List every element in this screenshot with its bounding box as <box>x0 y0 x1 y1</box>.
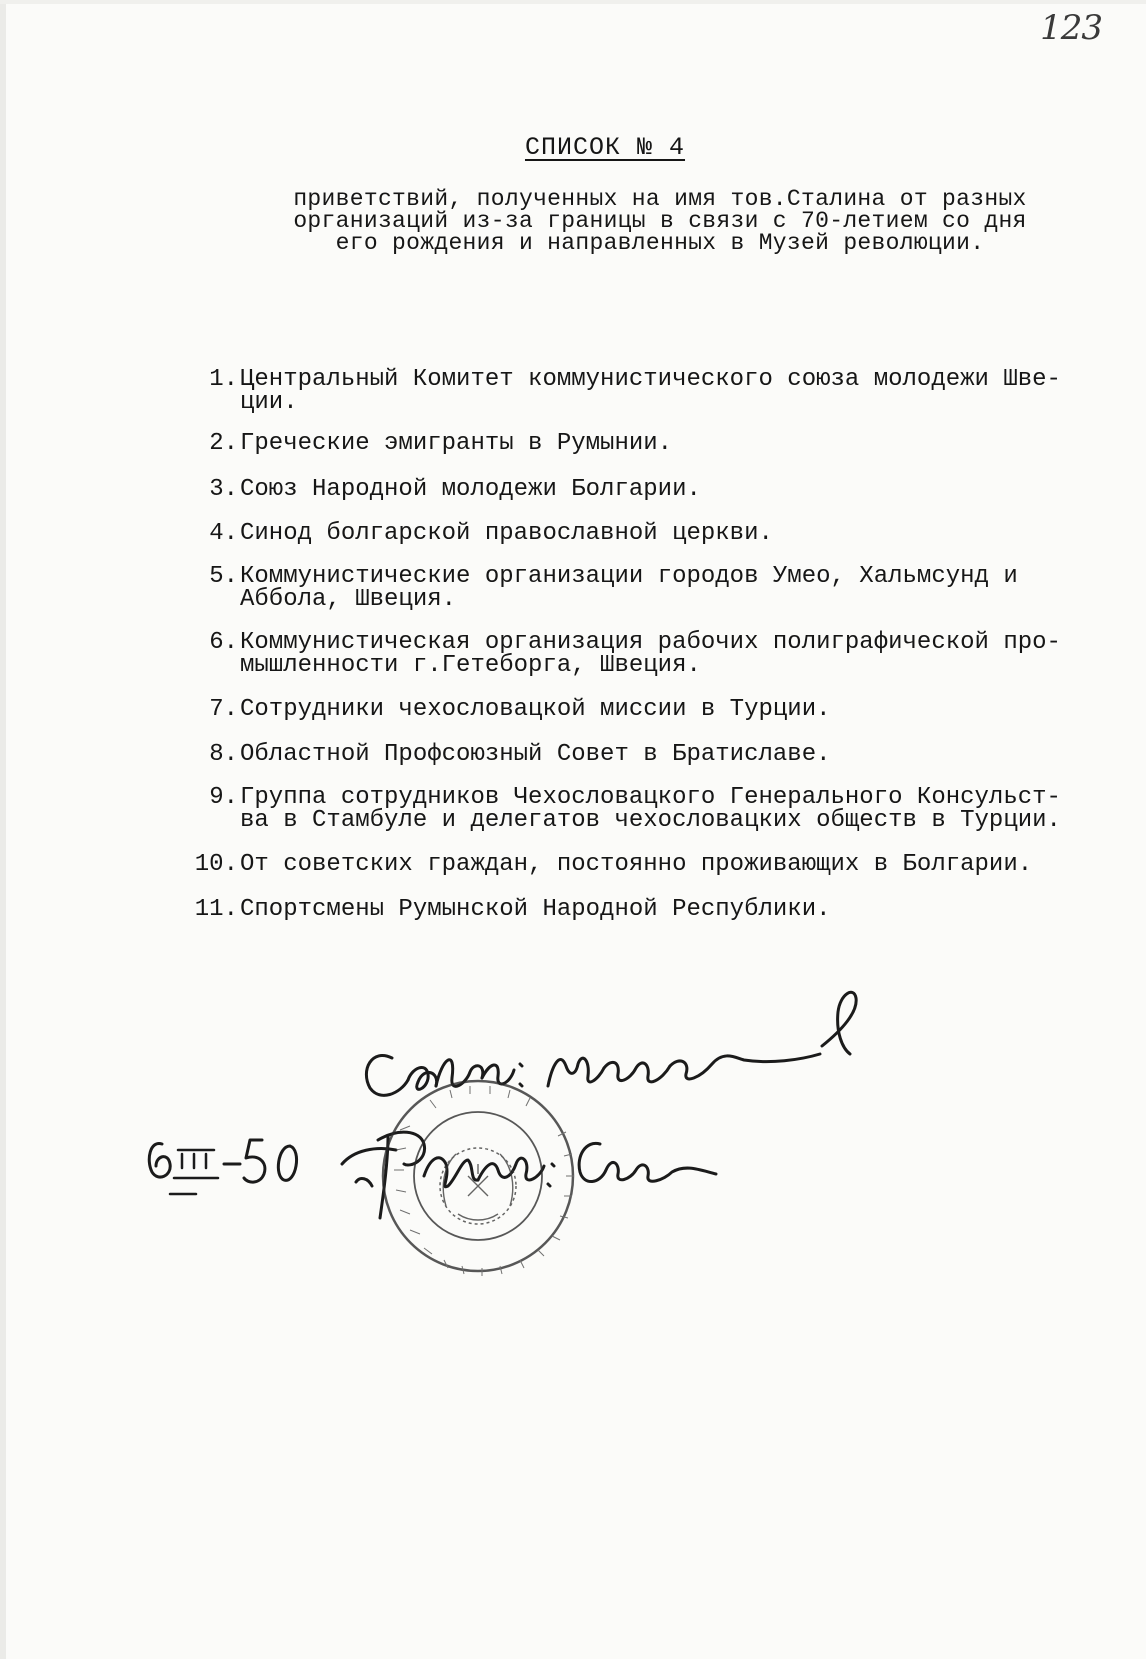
subtitle-line: его рождения и направленных в Музей революции. <box>335 230 985 256</box>
item-text <box>240 432 1120 455</box>
item-number: 5. <box>209 563 238 590</box>
item-line: Спортсмены Румынской Народной Республики. <box>240 896 831 923</box>
item-line: Коммунистическая организация рабочих полиграфической про- <box>240 629 1061 656</box>
handwritten-date <box>149 1140 296 1194</box>
scan-edge-shadow <box>0 0 6 1659</box>
signature-handed-over <box>366 992 856 1095</box>
item-line: Группа сотрудников Чехословацкого Генерального Консульст- <box>240 784 1061 811</box>
item-text <box>240 565 1120 611</box>
item-number: 7. <box>209 696 238 723</box>
item-text <box>240 898 1120 921</box>
scan-top-edge <box>0 0 1146 4</box>
item-number: 1. <box>209 366 238 393</box>
item-number: 11. <box>194 896 238 923</box>
signature-received <box>342 1132 716 1218</box>
item-line: мышленности г.Гетеборга, Швеция. <box>240 652 701 679</box>
item-line: Коммунистические организации городов Умео, Хальмсунд и <box>240 563 1018 590</box>
item-number: 9. <box>209 784 238 811</box>
item-line: ва в Стамбуле и делегатов чехословацких обществ в Турции. <box>240 807 1061 834</box>
item-line: Синод болгарской православной церкви. <box>240 520 773 547</box>
item-number: 8. <box>209 741 238 768</box>
round-stamp <box>383 1081 574 1276</box>
item-line: Греческие эмигранты в Румынии. <box>240 430 673 457</box>
subtitle-line: приветствий, полученных на имя тов.Сталина от разных <box>293 186 1027 212</box>
item-line: Аббола, Швеция. <box>240 586 457 613</box>
item-line: ции. <box>240 389 298 416</box>
item-text <box>240 478 1120 501</box>
item-line: Союз Народной молодежи Болгарии. <box>240 476 701 503</box>
item-number: 10. <box>194 851 238 878</box>
item-number: 4. <box>209 520 238 547</box>
subtitle-line: организаций из-за границы в связи с 70-летием со дня <box>293 208 1027 234</box>
item-text <box>240 698 1120 721</box>
item-number: 2. <box>209 430 238 457</box>
item-text <box>240 522 1120 545</box>
item-text <box>240 368 1120 414</box>
document-subtitle <box>220 188 1100 254</box>
item-text <box>240 631 1120 677</box>
page-number: 123 <box>1040 8 1102 48</box>
item-number: 6. <box>209 629 238 656</box>
item-line: От советских граждан, постоянно проживающих в Болгарии. <box>240 851 1033 878</box>
item-line: Областной Профсоюзный Совет в Братиславе. <box>240 741 831 768</box>
document-title: СПИСОК № 4 <box>524 133 686 162</box>
item-text <box>240 786 1120 832</box>
item-text <box>240 853 1120 876</box>
item-number: 3. <box>209 476 238 503</box>
item-line: Сотрудники чехословацкой миссии в Турции. <box>240 696 831 723</box>
item-line: Центральный Комитет коммунистического союза молодежи Шве- <box>240 366 1061 393</box>
item-text <box>240 743 1120 766</box>
